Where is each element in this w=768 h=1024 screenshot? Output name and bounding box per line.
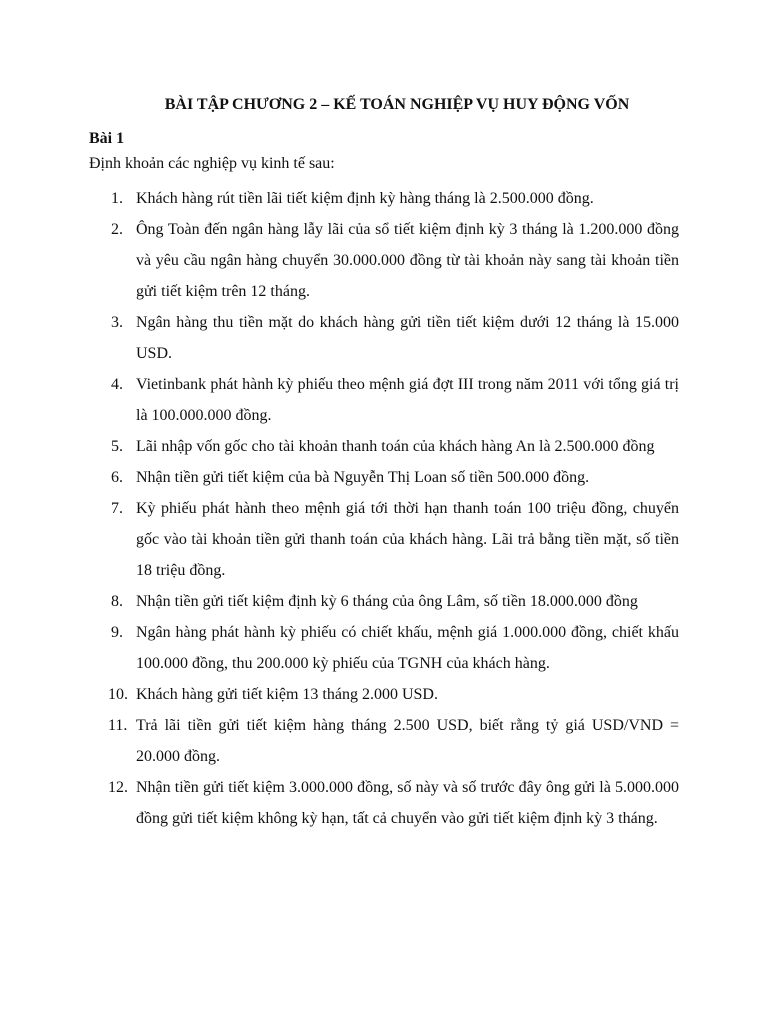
list-item <box>89 710 679 772</box>
item-text: Nhận tiền gửi tiết kiệm 3.000.000 đồng, số này và số trước đây ông gửi là 5.000.000 đồng gửi tiết kiệm không kỳ hạn, tất cả chuyển vào gửi tiết kiệm định kỳ 3 tháng. <box>136 779 679 827</box>
item-number: 4. <box>111 376 123 393</box>
item-number: 8. <box>111 593 123 610</box>
item-number: 1. <box>111 190 123 207</box>
item-number: 3. <box>111 314 123 331</box>
list-item <box>89 307 679 369</box>
item-text: Ngân hàng phát hành kỳ phiếu có chiết khấu, mệnh giá 1.000.000 đồng, chiết khấu 100.000 đồng, thu 200.000 kỳ phiếu của TGNH của khách hàng. <box>136 624 679 672</box>
item-number: 9. <box>111 624 123 641</box>
list-item <box>89 493 679 586</box>
item-text: Nhận tiền gửi tiết kiệm định kỳ 6 tháng của ông Lâm, số tiền 18.000.000 đồng <box>136 593 638 610</box>
item-number: 12. <box>108 779 128 796</box>
item-text: Trả lãi tiền gửi tiết kiệm hàng tháng 2.500 USD, biết rằng tỷ giá USD/VND = 20.000 đồng. <box>136 717 679 765</box>
item-number: 10. <box>108 686 128 703</box>
section-heading: Bài 1 <box>89 130 125 147</box>
document-title: BÀI TẬP CHƯƠNG 2 – KẾ TOÁN NGHIỆP VỤ HUY ĐỘNG VỐN <box>164 96 630 113</box>
exercise-list <box>89 183 679 834</box>
item-text: Lãi nhập vốn gốc cho tài khoản thanh toán của khách hàng An là 2.500.000 đồng <box>136 438 655 455</box>
item-number: 6. <box>111 469 123 486</box>
item-number: 2. <box>111 221 123 238</box>
list-item <box>89 772 679 834</box>
list-item <box>89 586 679 617</box>
list-item <box>89 679 679 710</box>
item-text: Ông Toàn đến ngân hàng lẫy lãi của sổ tiết kiệm định kỳ 3 tháng là 1.200.000 đồng và yêu cầu ngân hàng chuyển 30.000.000 đồng từ tài khoản này sang tài khoản tiền gửi tiết kiệm trên 12 tháng. <box>136 221 679 300</box>
list-item <box>89 462 679 493</box>
item-text: Kỳ phiếu phát hành theo mệnh giá tới thời hạn thanh toán 100 triệu đồng, chuyển gốc vào tài khoản tiền gửi thanh toán của khách hàng. Lãi trả bằng tiền mặt, số tiền 18 triệu đồng. <box>136 500 679 579</box>
item-text: Vietinbank phát hành kỳ phiếu theo mệnh giá đợt III trong năm 2011 với tổng giá trị là 100.000.000 đồng. <box>136 376 679 424</box>
item-number: 11. <box>108 717 128 734</box>
list-item <box>89 369 679 431</box>
item-number: 5. <box>111 438 123 455</box>
list-item <box>89 617 679 679</box>
intro-text: Định khoản các nghiệp vụ kinh tế sau: <box>89 155 335 172</box>
item-text: Khách hàng gửi tiết kiệm 13 tháng 2.000 USD. <box>136 686 438 703</box>
item-text: Ngân hàng thu tiền mặt do khách hàng gửi tiền tiết kiệm dưới 12 tháng là 15.000 USD. <box>136 314 679 362</box>
item-number: 7. <box>111 500 123 517</box>
item-text: Khách hàng rút tiền lãi tiết kiệm định kỳ hàng tháng là 2.500.000 đồng. <box>136 190 594 207</box>
list-item <box>89 183 679 214</box>
list-item <box>89 431 679 462</box>
item-text: Nhận tiền gửi tiết kiệm của bà Nguyễn Thị Loan số tiền 500.000 đồng. <box>136 469 590 486</box>
list-item <box>89 214 679 307</box>
